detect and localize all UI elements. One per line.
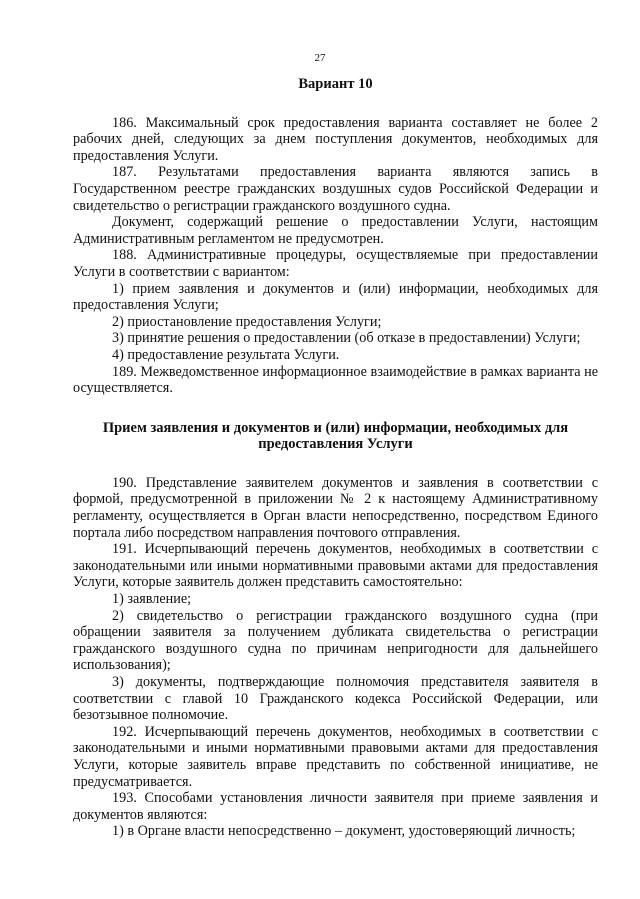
paragraph-190: 190. Представление заявителем документов и заявления в соответствии с формой, предусмотренной в приложении № 2 к настоящему Административному регламенту, осуществляется в Орган власти непосредственно, посредством Единого портала либо посредством направления почтового отправления. bbox=[73, 474, 598, 541]
heading-section-reception: Прием заявления и документов и (или) информации, необходимых для предоставления Услуги bbox=[102, 419, 569, 453]
paragraph-187: 187. Результатами предоставления варианта являются запись в Государственном реестре гражданских воздушных судов Российской Федерации и свидетельство о регистрации гражданского воздушного судна. bbox=[73, 164, 598, 214]
paragraph-193: 193. Способами установления личности заявителя при приеме заявления и документов являются: bbox=[73, 790, 598, 823]
paragraph-186: 186. Максимальный срок предоставления варианта составляет не более 2 рабочих дней, следующих за днем поступления документов, необходимых для предоставления Услуги. bbox=[73, 114, 598, 164]
heading-variant: Вариант 10 bbox=[298, 76, 373, 92]
list-item-193-1: 1) в Органе власти непосредственно – документ, удостоверяющий личность; bbox=[112, 823, 576, 840]
list-item-191-1: 1) заявление; bbox=[112, 591, 192, 608]
list-item-188-1: 1) прием заявления и документов и (или) информации, необходимых для предоставления Услуги; bbox=[73, 280, 598, 314]
paragraph-191: 191. Исчерпывающий перечень документов, необходимых в соответствии с законодательными или иными нормативными правовыми актами для предоставления Услуги, которые заявитель должен представить самостоятельно: bbox=[73, 541, 598, 591]
paragraph-189: 189. Межведомственное информационное взаимодействие в рамках варианта не осуществляется. bbox=[73, 363, 598, 397]
paragraph-document-decision: Документ, содержащий решение о предоставлении Услуги, настоящим Административным регламентом не предусмотрен. bbox=[73, 214, 598, 247]
page-number: 27 bbox=[314, 52, 326, 64]
page-content bbox=[73, 76, 598, 840]
list-item-191-2: 2) свидетельство о регистрации гражданского воздушного судна (при обращении заявителя за получением дубликата свидетельства о регистрации гражданского воздушного судна по причинам непригодности для дальнейшего использования); bbox=[73, 607, 598, 674]
list-item-188-3: 3) принятие решения о предоставлении (об отказе в предоставлении) Услуги; bbox=[112, 330, 581, 347]
list-item-188-4: 4) предоставление результата Услуги. bbox=[112, 346, 340, 363]
paragraph-188: 188. Административные процедуры, осуществляемые при предоставлении Услуги в соответствии с вариантом: bbox=[73, 247, 598, 280]
list-item-188-2: 2) приостановление предоставления Услуги; bbox=[112, 313, 382, 330]
list-item-191-3: 3) документы, подтверждающие полномочия представителя заявителя в соответствии с главой 10 Гражданского кодекса Российской Федерации, или безотзывное полномочие. bbox=[73, 674, 598, 724]
paragraph-192: 192. Исчерпывающий перечень документов, необходимых в соответствии с законодательными и иными нормативными правовыми актами для предоставления Услуги, которые заявитель вправе представить по собственной инициативе, не предусматривается. bbox=[73, 723, 598, 790]
